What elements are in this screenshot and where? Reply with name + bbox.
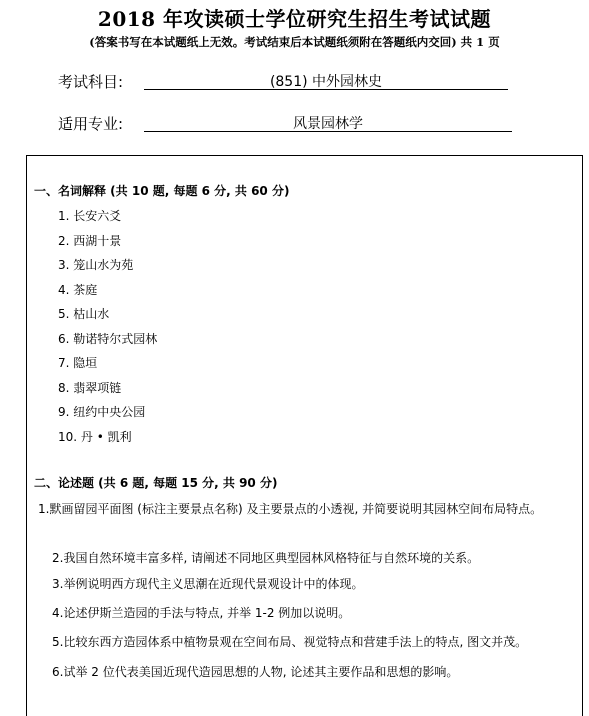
list-item: 6. 勒诺特尔式园林	[58, 331, 158, 346]
major-label: 适用专业:	[58, 115, 124, 133]
list-item: 8. 翡翠项链	[58, 380, 122, 395]
exam-notice: (答案书写在本试题纸上无效。考试结束后本试题纸须附在答题纸内交回) 共 1 页	[89, 35, 500, 49]
list-item: 9. 纽约中央公园	[58, 405, 146, 419]
essay-question: 5.比较东西方造园体系中植物景观在空间布局、视觉特点和营建手法上的特点, 图文并茂。	[52, 635, 528, 649]
list-item: 3. 笼山水为苑	[58, 258, 134, 272]
list-item: 2. 西湖十景	[58, 233, 122, 248]
section-heading-essays: 二、论述题 (共 6 题, 每题 15 分, 共 90 分)	[34, 476, 278, 490]
essay-question: 4.论述伊斯兰造园的手法与特点, 并举 1-2 例加以说明。	[52, 606, 351, 620]
major-value: 风景园林学	[293, 116, 363, 132]
exam-title: 2018 年攻读硕士学位研究生招生考试试题	[97, 7, 492, 31]
subject-field	[58, 71, 518, 95]
list-item: 7. 隐垣	[58, 356, 98, 370]
terms-list	[58, 207, 157, 452]
list-item: 10. 丹 • 凯利	[58, 429, 132, 444]
essay-question: 1.默画留园平面图 (标注主要景点名称) 及主要景点的小透视, 并简要说明其园林空间布局特点。	[38, 502, 543, 516]
essay-question: 3.举例说明西方现代主义思潮在近现代景观设计中的体现。	[52, 577, 364, 591]
essay-question: 6.试举 2 位代表美国近现代造园思想的人物, 论述其主要作品和思想的影响。	[52, 665, 459, 679]
section-heading-terms: 一、名词解释 (共 10 题, 每题 6 分, 共 60 分)	[34, 184, 290, 198]
essay-question: 2.我国自然环境丰富多样, 请阐述不同地区典型园林风格特征与自然环境的关系。	[52, 551, 480, 565]
list-item: 5. 枯山水	[58, 307, 110, 321]
list-item: 1. 长安六爻	[58, 209, 122, 223]
subject-value: (851) 中外园林史	[269, 74, 383, 90]
list-item: 4. 茶庭	[58, 282, 98, 297]
subject-label: 考试科目:	[58, 73, 124, 91]
major-field	[58, 113, 518, 137]
